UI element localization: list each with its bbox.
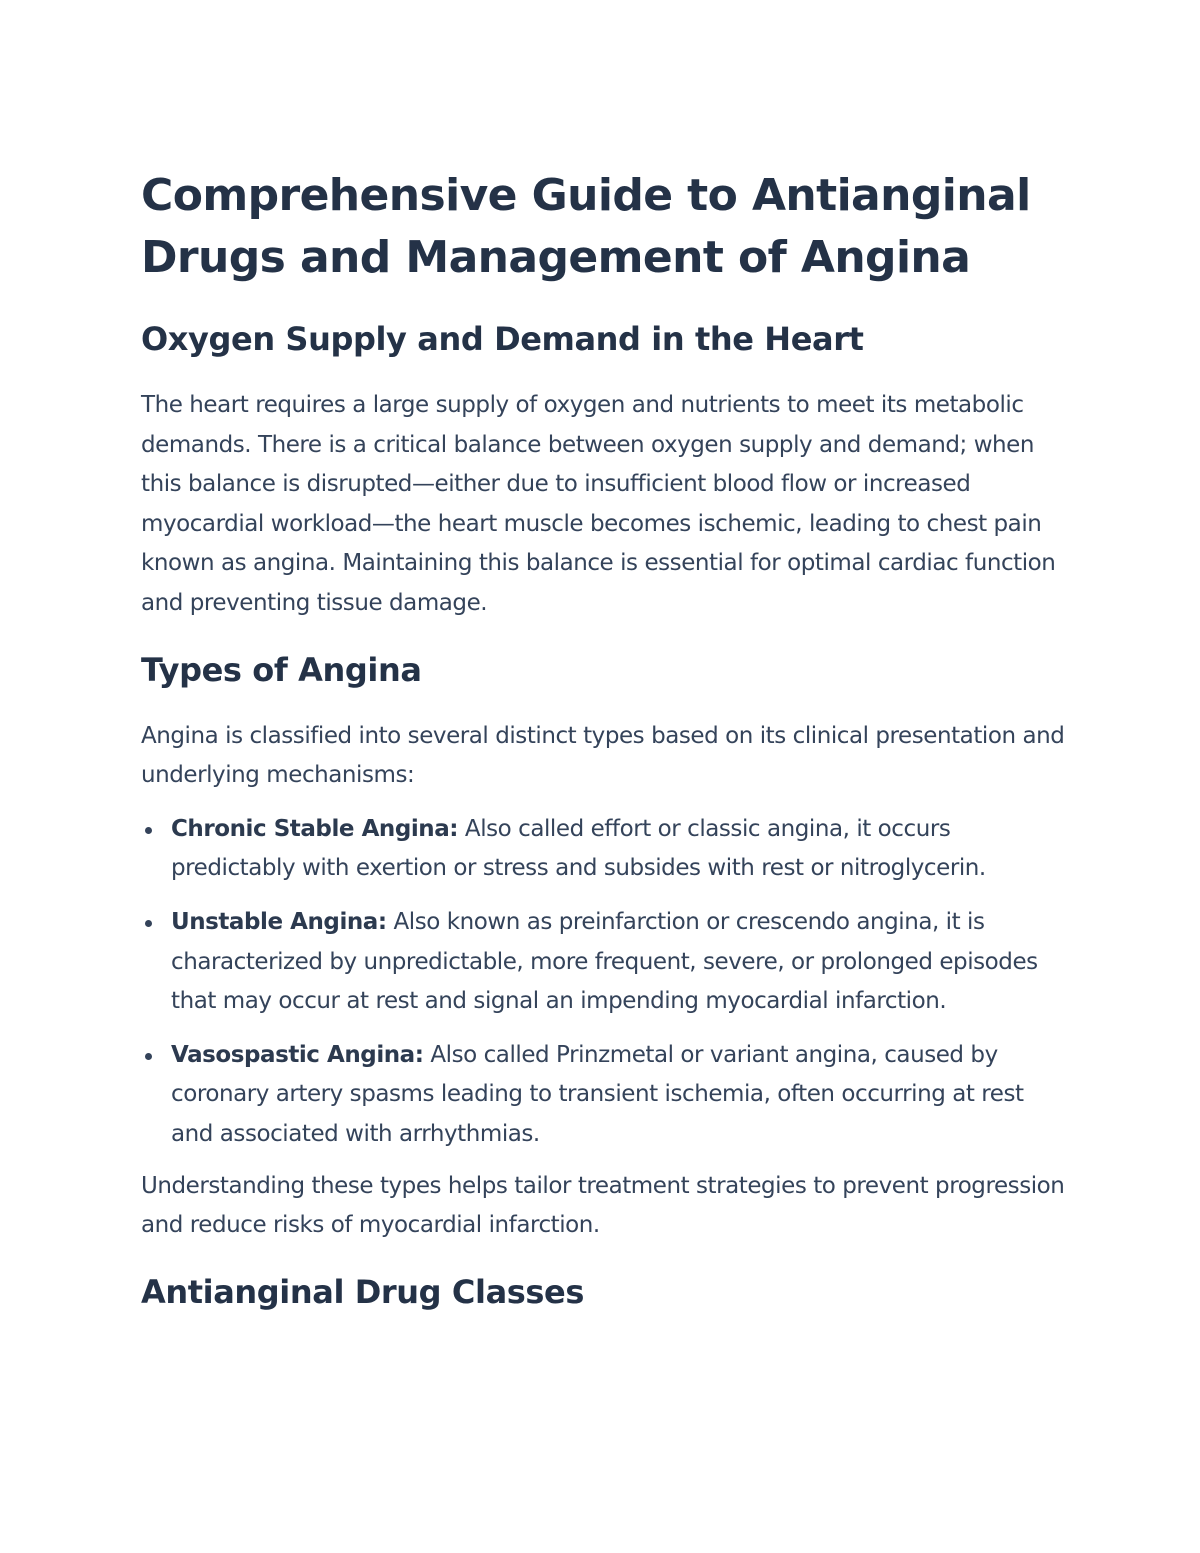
section-heading-antianginal-drug-classes: Antianginal Drug Classes xyxy=(141,1272,585,1311)
list-item-term: Vasospastic Angina: xyxy=(171,1041,424,1068)
list-item xyxy=(141,810,1066,889)
angina-types-list xyxy=(141,810,1066,1155)
types-intro-paragraph: Angina is classified into several distinct types based on its clinical presentation and underlying mechanisms: xyxy=(141,722,1065,789)
list-item-term: Chronic Stable Angina: xyxy=(171,815,459,842)
bullet-icon xyxy=(145,920,152,927)
section-heading-types-of-angina: Types of Angina xyxy=(141,650,422,689)
list-item-text: Also called Prinzmetal or variant angina, caused by coronary artery spasms leading to transient ischemia, often occurring at rest and associated with arrhythmias. xyxy=(171,1041,1024,1147)
list-item xyxy=(141,903,1066,1022)
bullet-icon xyxy=(145,1053,152,1060)
list-item-text: Also called effort or classic angina, it occurs predictably with exertion or stress and subsides with rest or nitroglycerin. xyxy=(171,815,986,882)
section-heading-oxygen-supply: Oxygen Supply and Demand in the Heart xyxy=(141,320,864,358)
list-item-text: Also known as preinfarction or crescendo angina, it is characterized by unpredictable, more frequent, severe, or prolonged episodes that may occur at rest and signal an impending myocardial infarction. xyxy=(171,908,1038,1015)
list-item-term: Unstable Angina: xyxy=(171,908,387,935)
document-title: Comprehensive Guide to Antianginal Drugs and Management of Angina xyxy=(141,170,1031,283)
bullet-icon xyxy=(145,827,152,834)
document-page xyxy=(141,165,1066,1313)
section-paragraph-oxygen-supply: The heart requires a large supply of oxygen and nutrients to meet its metabolic demands. There is a critical balance between oxygen supply and demand; when this balance is disrupted—either due to insufficient blood flow or increased myocardial workload—the heart muscle becomes ischemic, leading to chest pain known as angina. Maintaining this balance is essential for optimal cardiac function and preventing tissue damage. xyxy=(141,392,1056,616)
list-item xyxy=(141,1036,1066,1155)
types-outro-paragraph: Understanding these types helps tailor treatment strategies to prevent progression and reduce risks of myocardial infarction. xyxy=(141,1172,1065,1239)
